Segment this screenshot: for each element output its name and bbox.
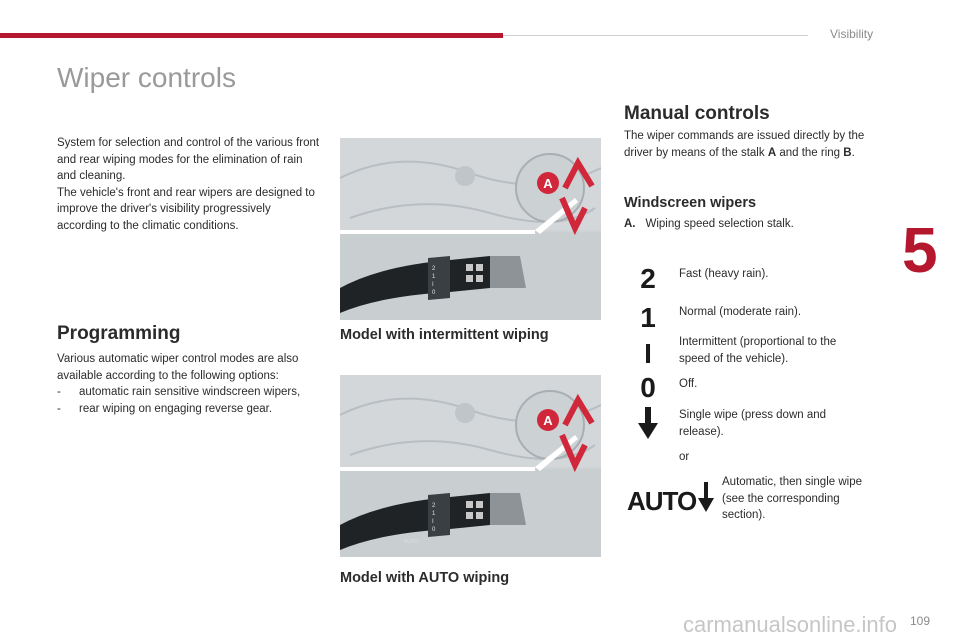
list-item <box>57 401 327 418</box>
speed-1-desc: Normal (moderate rain). <box>679 306 802 318</box>
arrow-down-icon <box>698 482 714 517</box>
callout-a: A <box>543 413 553 428</box>
chapter-number: 5 <box>902 214 938 286</box>
speed-2-symbol: 2 <box>640 263 656 294</box>
arrow-down-icon <box>638 407 658 444</box>
callout-a: A <box>543 176 553 191</box>
caption-intermittent: Model with intermittent wiping <box>340 327 549 343</box>
speed-1-symbol: 1 <box>640 302 656 333</box>
auto-symbol: AUTO <box>627 486 697 516</box>
stalk-ref: A <box>767 146 777 159</box>
svg-text:2: 2 <box>432 503 436 509</box>
section-name: Visibility <box>830 27 874 41</box>
definition-a <box>624 218 794 230</box>
svg-text:I: I <box>432 282 434 288</box>
windscreen-wipers-heading: Windscreen wipers <box>624 195 757 211</box>
svg-text:0: 0 <box>432 290 436 296</box>
svg-text:1: 1 <box>432 274 436 280</box>
bullet-text: rear wiping on engaging reverse gear. <box>79 402 273 415</box>
svg-text:AUTO: AUTO <box>404 539 418 545</box>
dashboard-illustration <box>340 138 601 320</box>
programming-text <box>57 351 327 417</box>
intro-text <box>57 135 322 234</box>
auto-desc: Automatic, then single wipe (see the corresponding section). <box>722 476 862 521</box>
svg-text:1: 1 <box>432 511 436 517</box>
figure-intermittent <box>340 138 601 320</box>
intro-paragraph-1: System for selection and control of the various front and rear wiping modes for the elimination of rain and cleaning. <box>57 137 320 182</box>
bullet-dash: - <box>57 386 61 398</box>
svg-text:0: 0 <box>432 527 436 533</box>
caption-auto: Model with AUTO wiping <box>340 570 510 586</box>
programming-heading: Programming <box>57 323 181 344</box>
speed-off-symbol: 0 <box>640 372 656 403</box>
single-wipe-desc: Single wipe (press down and release). <box>679 409 827 438</box>
page-title: Wiper controls <box>57 62 236 93</box>
svg-text:2: 2 <box>432 266 436 272</box>
dashboard-illustration <box>340 375 601 557</box>
intro-paragraph-2: The vehicle's front and rear wipers are designed to improve the driver's visibility progressively according to the climatic conditions. <box>57 186 315 232</box>
speed-2-desc: Fast (heavy rain). <box>679 268 769 280</box>
bullet-dash: - <box>57 402 61 415</box>
list-item <box>57 384 327 401</box>
or-text: or <box>679 451 690 463</box>
speed-off-desc: Off. <box>679 378 698 390</box>
manual-controls-text: The wiper commands are issued directly by the driver by means of the stalk A and the ring B. <box>624 130 865 159</box>
figure-auto <box>340 375 601 557</box>
programming-paragraph: Various automatic wiper control modes are also available according to the following options: <box>57 353 299 382</box>
watermark: carmanualsonline.info <box>683 612 898 637</box>
svg-text:I: I <box>432 519 434 525</box>
header-red-bar <box>0 33 503 38</box>
bullet-text: automatic rain sensitive windscreen wipers, <box>79 386 301 398</box>
definition-key: A. <box>624 218 636 230</box>
speed-intermittent-symbol: I <box>644 338 652 369</box>
header-grey-rule <box>503 35 808 36</box>
ring-ref: B <box>843 146 852 159</box>
page-number: 109 <box>910 614 931 628</box>
manual-controls-heading: Manual controls <box>624 103 770 124</box>
definition-text: Wiping speed selection stalk. <box>645 218 794 230</box>
speed-intermittent-desc: Intermittent (proportional to the speed of the vehicle). <box>679 336 837 365</box>
